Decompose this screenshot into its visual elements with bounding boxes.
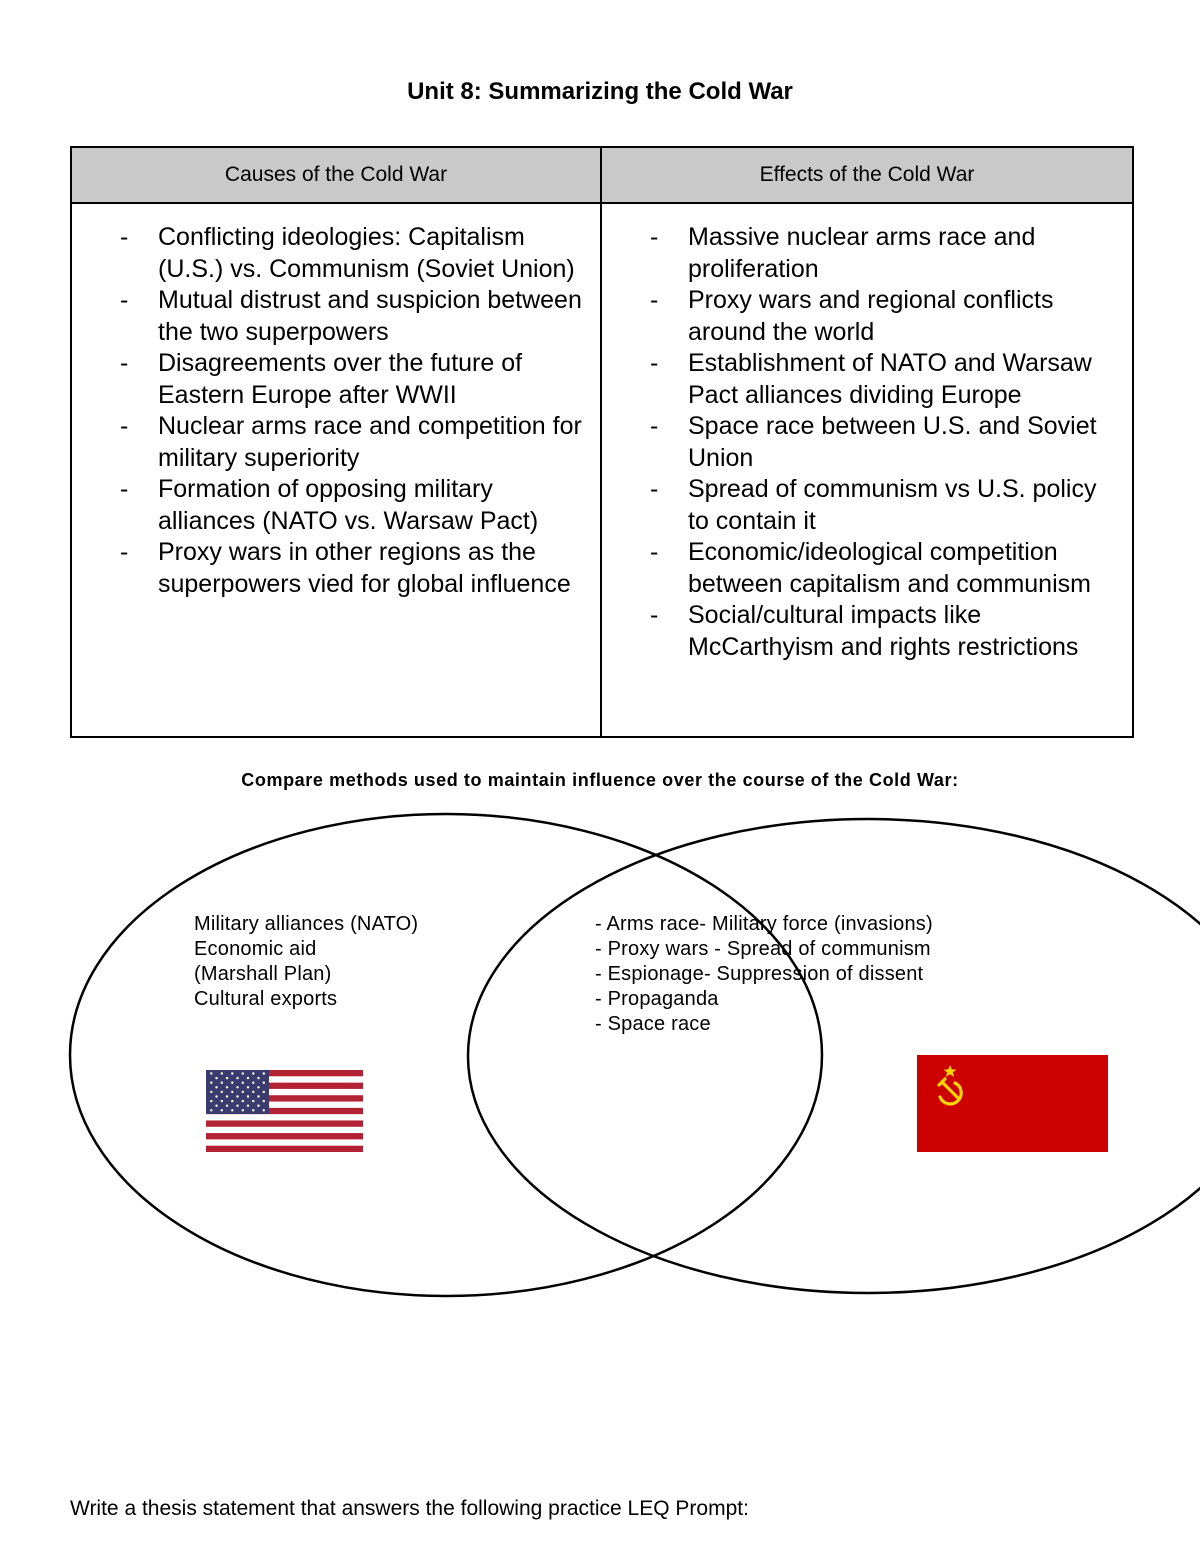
- effect-item: - Proxy wars and regional conflicts around the world: [612, 285, 1122, 348]
- us-flag-star: [221, 1109, 223, 1111]
- us-flag-star: [252, 1109, 254, 1111]
- effect-item: - Economic/ideological competition between capitalism and communism: [612, 537, 1122, 600]
- us-flag-star: [231, 1091, 233, 1093]
- causes-effects-table: [70, 146, 1134, 738]
- us-flag-star: [263, 1072, 265, 1074]
- cause-item: - Nuclear arms race and competition for military superiority: [82, 411, 590, 474]
- us-flag-star: [210, 1109, 212, 1111]
- us-flag-star: [210, 1091, 212, 1093]
- cause-item: - Mutual distrust and suspicion between the two superpowers: [82, 285, 590, 348]
- us-flag-stripe: [206, 1133, 363, 1139]
- shared-method: - Propaganda: [595, 988, 719, 1010]
- causes-cell: [71, 203, 601, 737]
- us-flag-stripe: [206, 1146, 363, 1152]
- us-flag-star: [252, 1072, 254, 1074]
- us-flag-star: [242, 1091, 244, 1093]
- us-flag-star: [263, 1109, 265, 1111]
- effects-header: Effects of the Cold War: [601, 147, 1133, 203]
- us-flag-star: [231, 1082, 233, 1084]
- cause-item: - Conflicting ideologies: Capitalism (U.S.) vs. Communism (Soviet Union): [82, 222, 590, 285]
- effects-list: [612, 222, 1122, 663]
- cause-item: - Formation of opposing military alliances (NATO vs. Warsaw Pact): [82, 474, 590, 537]
- us-flag-star: [252, 1100, 254, 1102]
- shared-method: - Arms race- Military force (invasions): [595, 913, 933, 935]
- us-flag-star: [257, 1095, 259, 1097]
- thesis-prompt: Write a thesis statement that answers the following practice LEQ Prompt:: [70, 1497, 749, 1520]
- us-flag-star: [231, 1072, 233, 1074]
- us-flag-star: [210, 1072, 212, 1074]
- venn-shared-methods: [595, 912, 933, 1037]
- ussr-flag-icon: [917, 1055, 1108, 1152]
- effect-item: - Spread of communism vs U.S. policy to contain it: [612, 474, 1122, 537]
- us-flag-star: [221, 1091, 223, 1093]
- venn-circle-us: [70, 814, 822, 1296]
- us-flag-star: [257, 1077, 259, 1079]
- us-flag-star: [215, 1105, 217, 1107]
- us-flag-star: [242, 1082, 244, 1084]
- us-flag-star: [242, 1072, 244, 1074]
- compare-heading: Compare methods used to maintain influence over the course of the Cold War:: [241, 770, 959, 790]
- us-flag-icon: [206, 1070, 363, 1152]
- us-method: Military alliances (NATO): [194, 913, 419, 935]
- us-flag-star: [257, 1105, 259, 1107]
- us-flag-star: [221, 1082, 223, 1084]
- shared-method: - Proxy wars - Spread of communism: [595, 938, 931, 960]
- us-flag-star: [247, 1086, 249, 1088]
- us-flag-star: [221, 1072, 223, 1074]
- us-flag-star: [236, 1077, 238, 1079]
- shared-method: - Espionage- Suppression of dissent: [595, 963, 924, 985]
- us-flag-star: [215, 1077, 217, 1079]
- us-flag-star: [215, 1095, 217, 1097]
- effect-item: - Establishment of NATO and Warsaw Pact alliances dividing Europe: [612, 348, 1122, 411]
- us-flag-star: [226, 1095, 228, 1097]
- us-flag-star: [252, 1091, 254, 1093]
- venn-us-methods: [194, 912, 418, 1012]
- us-flag-star: [263, 1082, 265, 1084]
- us-flag-star: [226, 1077, 228, 1079]
- us-method: Economic aid: [194, 938, 317, 960]
- us-flag-star: [252, 1082, 254, 1084]
- causes-header: Causes of the Cold War: [71, 147, 601, 203]
- us-flag-star: [242, 1100, 244, 1102]
- venn-diagram: [0, 800, 1200, 1300]
- us-flag-star: [231, 1100, 233, 1102]
- us-flag-star: [247, 1095, 249, 1097]
- us-flag-star: [236, 1086, 238, 1088]
- effect-item: - Massive nuclear arms race and proliferation: [612, 222, 1122, 285]
- cause-item: - Disagreements over the future of Eastern Europe after WWII: [82, 348, 590, 411]
- page-title: Unit 8: Summarizing the Cold War: [407, 78, 793, 105]
- us-flag-star: [247, 1105, 249, 1107]
- effect-item: - Space race between U.S. and Soviet Union: [612, 411, 1122, 474]
- us-flag-star: [210, 1100, 212, 1102]
- us-flag-star: [263, 1091, 265, 1093]
- us-method: Cultural exports: [194, 988, 338, 1010]
- us-flag-star: [263, 1100, 265, 1102]
- us-flag-star: [215, 1086, 217, 1088]
- us-flag-star: [236, 1105, 238, 1107]
- us-flag-star: [221, 1100, 223, 1102]
- us-flag-star: [226, 1086, 228, 1088]
- us-flag-stripe: [206, 1120, 363, 1126]
- us-flag-star: [236, 1095, 238, 1097]
- effect-item: - Social/cultural impacts like McCarthyism and rights restrictions: [612, 600, 1122, 663]
- us-method: (Marshall Plan): [194, 963, 332, 985]
- cause-item: - Proxy wars in other regions as the superpowers vied for global influence: [82, 537, 590, 600]
- us-flag-star: [210, 1082, 212, 1084]
- us-flag-star: [231, 1109, 233, 1111]
- effects-cell: [601, 203, 1133, 737]
- causes-list: [82, 222, 590, 600]
- us-flag-star: [226, 1105, 228, 1107]
- shared-method: - Space race: [595, 1013, 711, 1035]
- us-flag-star: [247, 1077, 249, 1079]
- us-flag-star: [257, 1086, 259, 1088]
- us-flag-star: [242, 1109, 244, 1111]
